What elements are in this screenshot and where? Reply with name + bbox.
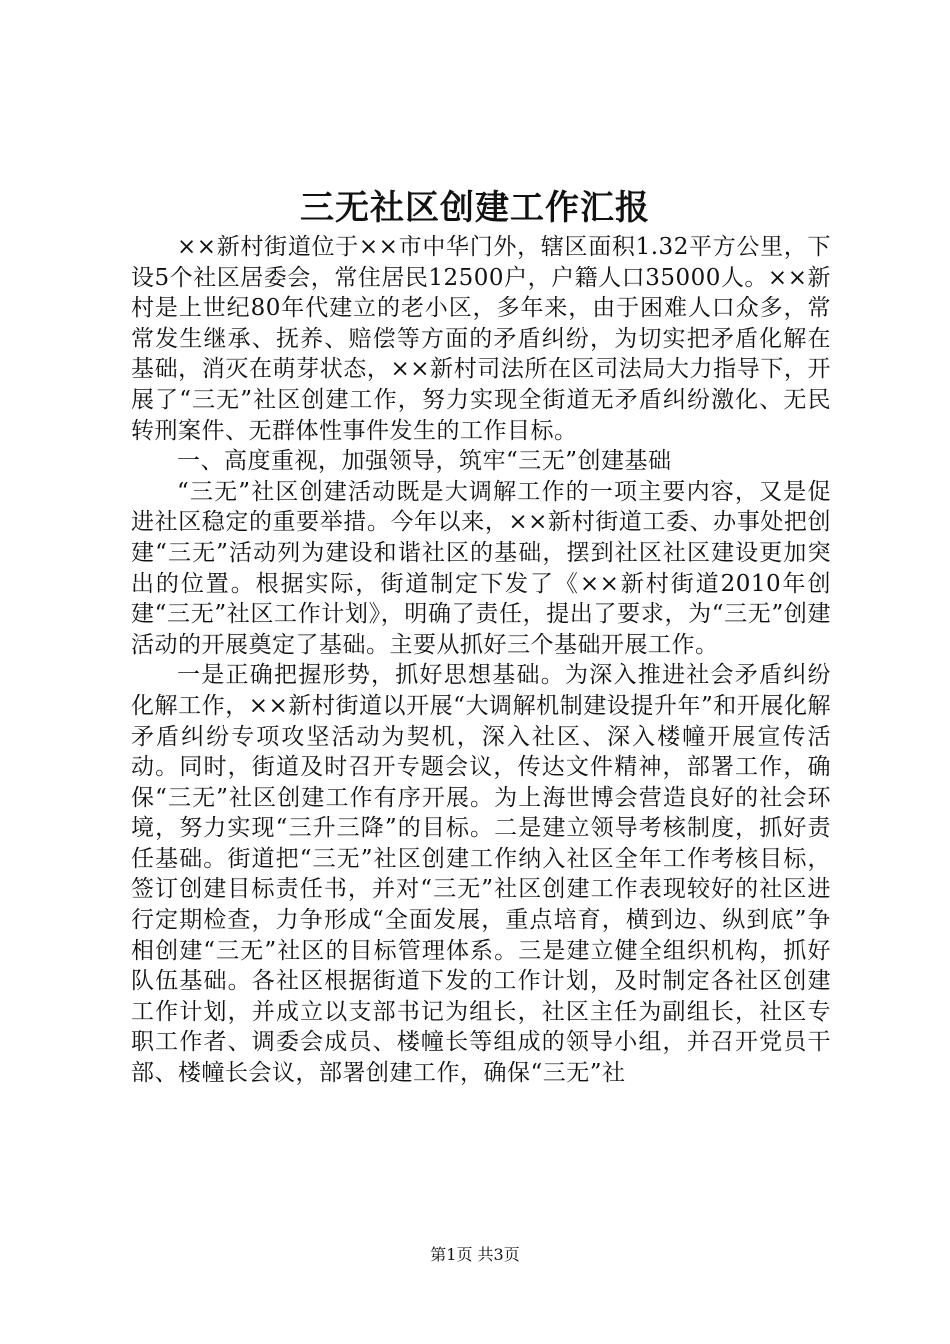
- document-body: [131, 232, 831, 1089]
- paragraph-foundations: 一是正确把握形势，抓好思想基础。为深入推进社会矛盾纠纷化解工作，××新村街道以开展“大调解机制建设提升年”和开展化解矛盾纠纷专项攻坚活动为契机，深入社区、深入楼幢开展宣传活动。同时，街道及时召开专题会议，传达文件精神，部署工作，确保“三无”社区创建工作有序开展。为上海世博会营造良好的社会环境，努力实现“三升三降”的目标。二是建立领导考核制度，抓好责任基础。街道把“三无”社区创建工作纳入社区全年工作考核目标，签订创建目标责任书，并对“三无”社区创建工作表现较好的社区进行定期检查，力争形成“全面发展，重点培育，横到边、纵到底”争相创建“三无”社区的目标管理体系。三是建立健全组织机构，抓好队伍基础。各社区根据街道下发的工作计划，及时制定各社区创建工作计划，并成立以支部书记为组长，社区主任为副组长，社区专职工作者、调委会成员、楼幢长等组成的领导小组，并召开党员干部、楼幢长会议，部署创建工作，确保“三无”社: [131, 662, 831, 1087]
- document-title: 三无社区创建工作汇报: [300, 188, 650, 228]
- page-number-footer: 第1页 共3页: [430, 1245, 520, 1264]
- paragraph-intro: ××新村街道位于××市中华门外，辖区面积1.32平方公里，下设5个社区居委会，常住居民12500户，户籍人口35000人。××新村是上世纪80年代建立的老小区，多年来，由于困难人口众多，常常发生继承、抚养、赔偿等方面的矛盾纠纷，为切实把矛盾化解在基础，消灭在萌芽状态，××新村司法所在区司法局大力指导下，开展了“三无”社区创建工作，努力实现全街道无矛盾纠纷激化、无民转刑案件、无群体性事件发生的工作目标。: [131, 234, 831, 444]
- paragraph-section-1: “三无”社区创建活动既是大调解工作的一项主要内容，又是促进社区稳定的重要举措。今年以来，××新村街道工委、办事处把创建“三无”活动列为建设和谐社区的基础，摆到社区社区建设更加突出的位置。根据实际，街道制定下发了《××新村街道2010年创建“三无”社区工作计划》，明确了责任，提出了要求，为“三无”创建活动的开展奠定了基础。主要从抓好三个基础开展工作。: [131, 478, 831, 658]
- section-heading-1: 一、高度重视，加强领导，筑牢“三无”创建基础: [177, 448, 672, 475]
